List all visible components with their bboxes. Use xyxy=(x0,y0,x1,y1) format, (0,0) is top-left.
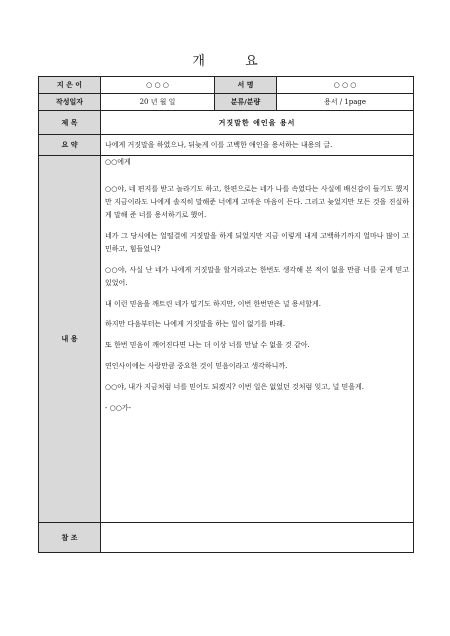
content-paragraph: ○○야, 내가 지금처럼 너를 믿어도 되겠지? 이번 일은 없었던 것처럼 잊고, 널 믿을게. xyxy=(105,383,364,392)
reference-value xyxy=(101,523,414,553)
author-label: 지 은 이 xyxy=(39,77,101,94)
summary-value: 나에게 거짓말을 하였으나, 뒤늦게 이를 고백한 애인을 용서하는 내용의 글. xyxy=(101,135,414,156)
signature-value: ○ ○ ○ xyxy=(277,77,414,94)
signature-label: 서 명 xyxy=(215,77,277,94)
row-author xyxy=(39,77,414,94)
content-paragraph: 하지만 다음부터는 나에게 거짓말을 하는 일이 없기를 바래. xyxy=(105,320,286,329)
content-body xyxy=(101,156,414,523)
content-paragraph: 또 한번 믿음이 깨어진다면 나는 더 이상 너를 만날 수 없을 것 같아. xyxy=(105,341,310,350)
document-title: 개 요 xyxy=(192,54,276,69)
category-label: 분류/분량 xyxy=(215,94,277,111)
content-paragraph: 내 이런 믿음을 깨트린 네가 밉기도 하지만, 이번 한번만은 널 용서할게. xyxy=(105,299,322,308)
category-value: 용서 / 1page xyxy=(277,94,414,111)
row-content xyxy=(39,156,414,523)
row-subject xyxy=(39,111,414,135)
date-label: 작성일자 xyxy=(39,94,101,111)
content-paragraph: ○○야, 네 편지를 받고 놀라기도 하고, 한편으로는 네가 나를 속였다는 사실에 배신감이 들기도 했지만 지금이라도 나에게 솔직히 말해준 너에게 고마운 마음이 든다. 그리고 늦었지만 모든 것을 진실하게 말해 준 너를 용서하기로 했어. xyxy=(105,184,409,219)
content-paragraph: ○○야, 사실 난 네가 나에게 거짓말을 할거라고는 한번도 생각해 본 적이 없을 만큼 너를 굳게 믿고 있었어. xyxy=(105,265,409,287)
content-paragraph: 네가 그 당시에는 얼떨결에 거짓말을 하게 되었지만 지금 이렇게 내게 고백하기까지 얼마나 많이 고민하고, 힘들었니? xyxy=(105,231,409,253)
reference-label: 참 조 xyxy=(39,523,101,553)
author-value: ○ ○ ○ xyxy=(101,77,215,94)
subject-label: 제 목 xyxy=(39,111,101,135)
date-value: 20 년 월 일 xyxy=(101,94,215,111)
content-paragraph: ○○에게 xyxy=(105,158,131,166)
overview-form-table xyxy=(38,76,414,553)
row-summary xyxy=(39,135,414,156)
content-paragraph: 연인사이에는 사랑만큼 중요한 것이 믿음이라고 생각하니까. xyxy=(105,362,288,371)
row-date xyxy=(39,94,414,111)
subject-value: 거짓말한 애인을 용서 xyxy=(101,111,414,135)
summary-label: 요 약 xyxy=(39,135,101,156)
row-reference xyxy=(39,523,414,553)
content-signoff: - ○○가- xyxy=(105,404,131,413)
content-label: 내 용 xyxy=(39,156,101,523)
